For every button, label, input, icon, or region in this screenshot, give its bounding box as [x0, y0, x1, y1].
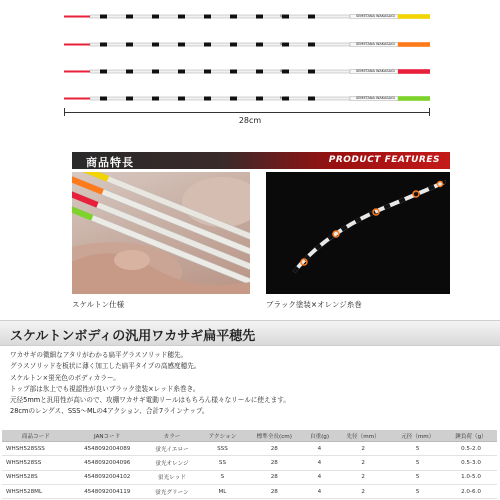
cell-jan-code: 4548092004089: [70, 442, 145, 456]
rod-guide-wrap: [256, 43, 263, 47]
cell-jan-code: 4548092004096: [70, 456, 145, 470]
header-color: カラー: [145, 430, 200, 442]
rod-guide-wrap: [126, 70, 133, 74]
cell-product-code: WHSH528SS: [2, 456, 70, 470]
cell-action: ML: [199, 484, 245, 498]
hand-holding-rods-image: [72, 172, 250, 294]
cell-tip-diameter: 2: [336, 484, 391, 498]
cell-product-code: WHSH528S: [2, 470, 70, 484]
rod-color-band: [398, 42, 430, 47]
rod-guide-wrap: [178, 97, 185, 101]
rod-guide-wrap: [152, 97, 159, 101]
rod-ml: [64, 96, 430, 101]
section-title: スケルトンボディの汎用ワカサギ扁平穂先: [10, 329, 256, 344]
cell-product-code: WHSH528ML: [2, 484, 70, 498]
cell-weight: 4: [303, 470, 336, 484]
cell-length: 28: [245, 470, 303, 484]
rod-color-band: [398, 69, 430, 74]
cell-base-diameter: 5: [390, 442, 445, 456]
cell-sinker-load: 1.0-5.0: [445, 470, 497, 484]
section-title-bar: [0, 320, 500, 346]
header-action: アクション: [199, 430, 245, 442]
cell-sinker-load: 0.5-3.0: [445, 456, 497, 470]
header-base-diameter: 元径（mm）: [390, 430, 445, 442]
rod-action-label: SS: [280, 42, 285, 46]
rod-tip-photo: [266, 172, 450, 294]
rod-guide-wrap: [126, 97, 133, 101]
caption-black-orange: ブラック塗装×オレンジ糸巻: [266, 300, 362, 309]
cell-color: 蛍光オレンジ: [145, 456, 200, 470]
rod-tip: [64, 16, 90, 18]
rod-guide-wrap: [152, 70, 159, 74]
cell-length: 28: [245, 484, 303, 498]
rod-guide-wrap: [256, 97, 263, 101]
rod-action-label: SSS: [280, 14, 287, 18]
rod-s: [64, 69, 430, 74]
rod-guide-wrap: [178, 43, 185, 47]
rod-guide-wrap: [308, 70, 315, 74]
cell-tip-diameter: 2: [336, 456, 391, 470]
cell-tip-diameter: 2: [336, 470, 391, 484]
cell-weight: 4: [303, 456, 336, 470]
rod-brand-label: SEMETANA WAKASAGI: [356, 69, 395, 73]
rod-guide-wrap: [152, 43, 159, 47]
rod-guide-wrap: [308, 15, 315, 19]
rod-guide-wrap: [100, 70, 107, 74]
dimension-line: [64, 112, 430, 113]
features-title-jp: 商品特長: [86, 156, 134, 169]
cell-jan-code: 4548092004119: [70, 484, 145, 498]
rod-guide-wrap: [100, 97, 107, 101]
cell-tip-diameter: 2: [336, 442, 391, 456]
header-sinker-load: 錘負荷（g）: [445, 430, 497, 442]
dimension-label: 28cm: [238, 116, 262, 125]
dimension-tick-right: [429, 108, 430, 116]
rod-brand-label: SEMETANA WAKASAGI: [356, 42, 395, 46]
rod-guide-wrap: [204, 70, 211, 74]
rod-guide-wrap: [230, 43, 237, 47]
cell-base-diameter: 5: [390, 470, 445, 484]
rod-guide-wrap: [178, 70, 185, 74]
features-title-en: PRODUCT FEATURES: [328, 155, 440, 165]
description-line: グラスソリッドを板状に薄く加工した扁平タイプの高感度穂先。: [10, 362, 201, 371]
rod-tip-image: [266, 172, 450, 294]
cell-sinker-load: 2.0-6.0: [445, 484, 497, 498]
table-row: [2, 442, 497, 456]
cell-color: 蛍光グリーン: [145, 484, 200, 498]
rod-guide-wrap: [204, 15, 211, 19]
rod-guide-wrap: [282, 70, 289, 74]
cell-sinker-load: 0.5-2.0: [445, 442, 497, 456]
header-weight: 自重(g): [303, 430, 336, 442]
header-tip-diameter: 先径（mm）: [336, 430, 391, 442]
header-jan-code: JANコード: [70, 430, 145, 442]
rod-guide-wrap: [126, 43, 133, 47]
rod-guide-wrap: [256, 15, 263, 19]
features-banner: [72, 152, 450, 169]
table-row: [2, 456, 497, 470]
cell-action: SS: [199, 456, 245, 470]
table-row: [2, 484, 497, 498]
rod-color-band: [398, 14, 430, 19]
cell-jan-code: 4548092004102: [70, 470, 145, 484]
cell-color: 蛍光レッド: [145, 470, 200, 484]
rod-guide-wrap: [178, 15, 185, 19]
spec-table: [2, 430, 497, 499]
cell-action: S: [199, 470, 245, 484]
cell-length: 28: [245, 456, 303, 470]
rod-guide-wrap: [230, 97, 237, 101]
rod-guide-wrap: [230, 70, 237, 74]
rod-sss: [64, 14, 430, 19]
rod-tip: [64, 98, 90, 100]
rod-guide-wrap: [204, 43, 211, 47]
rod-guide-wrap: [204, 97, 211, 101]
rod-guide-wrap: [308, 97, 315, 101]
description-line: ワカサギの微細なアタリがわかる扁平グラスソリッド穂先。: [10, 351, 188, 359]
cell-action: SSS: [199, 442, 245, 456]
rod-ss: [64, 42, 430, 47]
rod-guide-wrap: [256, 70, 263, 74]
description-line: 28cmのレングス、SSS〜MLの4アクション、合計7ラインナップ。: [10, 407, 209, 416]
header-length: 標準全長(cm): [245, 430, 303, 442]
header-product-code: 商品コード: [2, 430, 70, 442]
rod-color-band: [398, 96, 430, 101]
cell-base-diameter: 5: [390, 456, 445, 470]
description-line: 元径5mmと汎用性が高いので、攻棚ワカサギ電動リールはもちろん様々なリールに使えます。: [10, 396, 290, 405]
rod-tip: [64, 44, 90, 46]
rod-action-label: S: [280, 69, 283, 73]
description: [10, 350, 495, 418]
rod-guide-wrap: [100, 43, 107, 47]
description-line: トップ部は氷上でも視認性が良いブラック塗装×レッド糸巻き。: [10, 384, 200, 393]
rod-tip: [64, 71, 90, 73]
rod-brand-label: SEMETANA WAKASAGI: [356, 14, 395, 18]
skeleton-photo: [72, 172, 250, 294]
cell-base-diameter: 5: [390, 484, 445, 498]
table-row: [2, 470, 497, 484]
rod-brand-label: SEMETANA WAKASAGI: [356, 96, 395, 100]
rod-guide-wrap: [230, 15, 237, 19]
cell-color: 蛍光イエロー: [145, 442, 200, 456]
rod-guide-wrap: [152, 15, 159, 19]
rod-guide-wrap: [308, 43, 315, 47]
cell-product-code: WHSH528SSS: [2, 442, 70, 456]
description-line: スケルトン×蛍光色のボディカラー。: [10, 373, 120, 382]
table-header-row: [2, 430, 497, 442]
caption-skeleton: スケルトン仕様: [72, 300, 125, 309]
cell-weight: 4: [303, 484, 336, 498]
cell-length: 28: [245, 442, 303, 456]
rod-action-label: ML: [280, 96, 285, 100]
cell-weight: 4: [303, 442, 336, 456]
rod-guide-wrap: [100, 15, 107, 19]
rod-guide-wrap: [126, 15, 133, 19]
